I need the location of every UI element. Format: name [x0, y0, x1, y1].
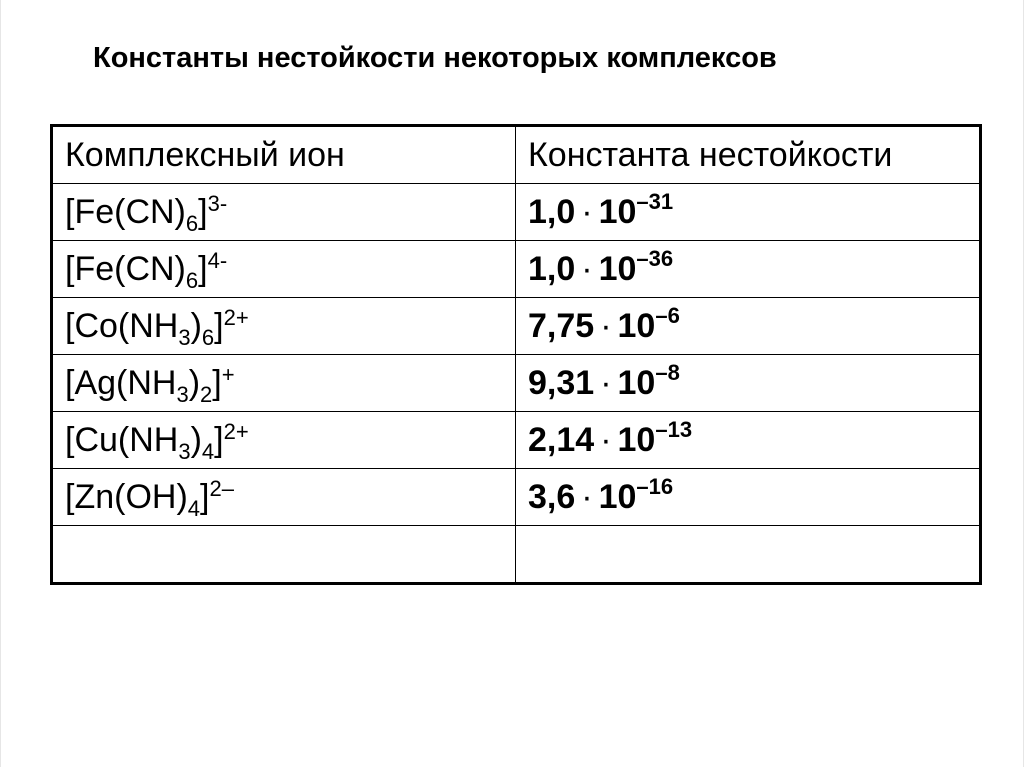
ion-formula-cell: $[Ag(NH_3)_2]^+$	[52, 355, 516, 412]
table-header-row	[52, 126, 981, 184]
constant-value-cell: $1,0 \cdot 10^{-31}$	[516, 184, 981, 241]
page-title: Константы нестойкости некоторых комплексов	[93, 42, 777, 74]
instability-constants-table	[50, 124, 982, 585]
constant-value-cell: $9,31 \cdot 10^{-8}$	[516, 355, 981, 412]
ion-formula-cell: $[Fe(CN)_6]^{3-}$	[52, 184, 516, 241]
table-row	[52, 469, 981, 526]
constant-value-cell	[516, 526, 981, 584]
table-row	[52, 241, 981, 298]
table-row-empty	[52, 526, 981, 584]
table-row	[52, 355, 981, 412]
column-header-constant: Константа нестойкости	[516, 126, 981, 184]
constant-value-cell: $2,14 \cdot 10^{-13}$	[516, 412, 981, 469]
ion-formula-cell: $[Cu(NH_3)_4]^{2+}$	[52, 412, 516, 469]
table-row	[52, 184, 981, 241]
ion-formula-cell: $[Co(NH_3)_6]^{2+}$	[52, 298, 516, 355]
table-row	[52, 412, 981, 469]
ion-formula-cell: $[Zn(OH)_4]^{2-}$	[52, 469, 516, 526]
constant-value-cell: $3,6 \cdot 10^{-16}$	[516, 469, 981, 526]
ion-formula-cell: $[Fe(CN)_6]^{4-}$	[52, 241, 516, 298]
table-row	[52, 298, 981, 355]
column-header-ion: Комплексный ион	[52, 126, 516, 184]
constant-value-cell: $7,75 \cdot 10^{-6}$	[516, 298, 981, 355]
constant-value-cell: $1,0 \cdot 10^{-36}$	[516, 241, 981, 298]
ion-formula-cell	[52, 526, 516, 584]
